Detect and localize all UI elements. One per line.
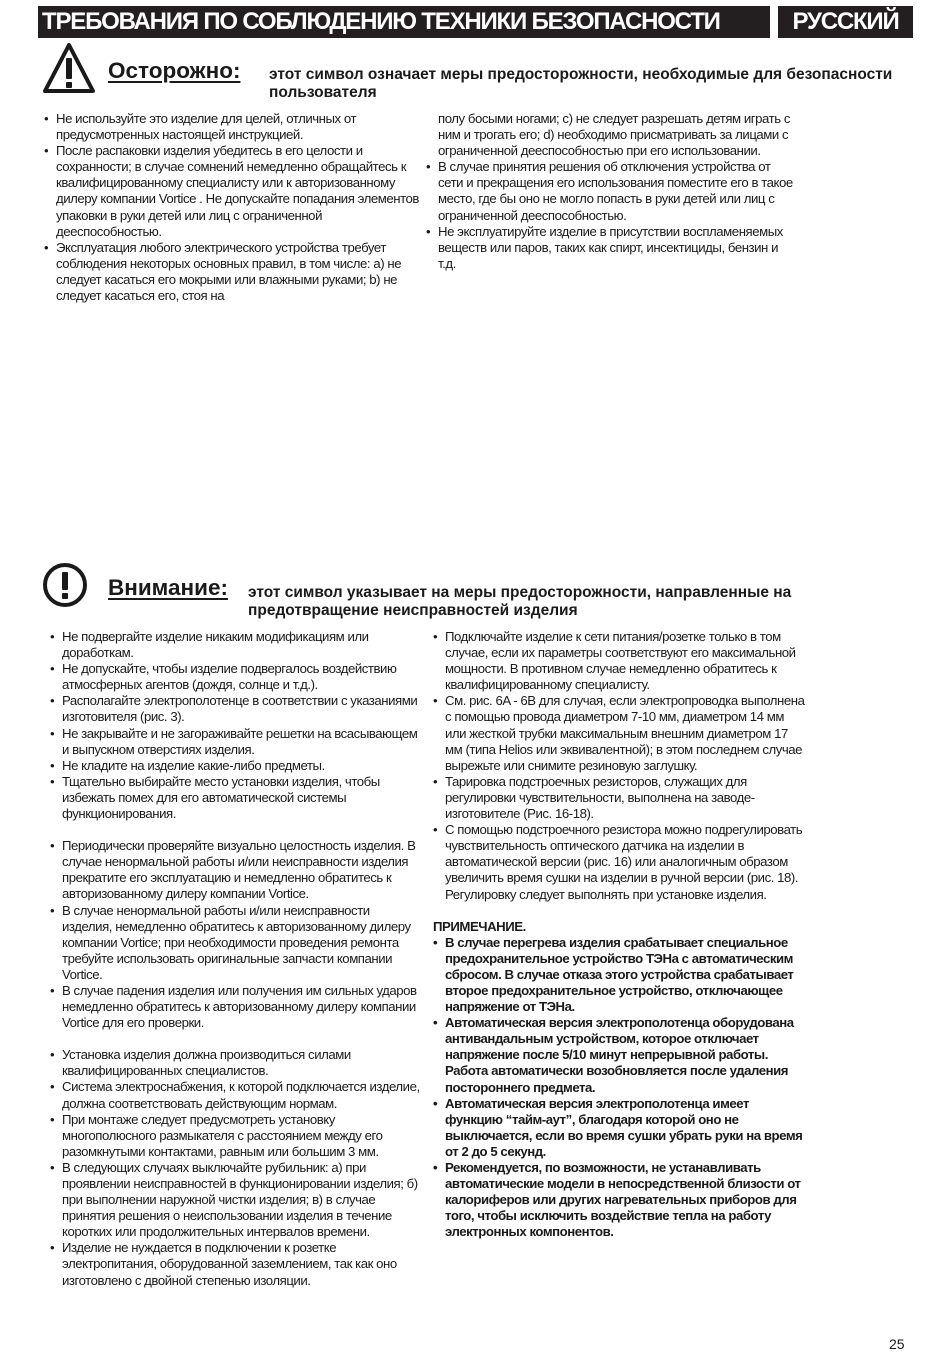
list-item: • Не используйте это изделие для целей, отличных от предусмотренных настоящей инструкцией. [44, 111, 419, 143]
list-item: • После распаковки изделия убедитесь в его целости и сохранности; в случае сомнений немедленно обращайтесь к квалифицированному специалисту или к авторизованному дилеру компании Vortice . Не допускайте попадания элементов упаковки в руки детей или лиц с ограниченной дееспособностью. [44, 143, 419, 240]
list-item: • См. рис. 6A - 6B для случая, если электропроводка выполнена с помощью провода диаметром 7-10 мм, диаметром 14 мм или жесткой трубки максимальным внешним диаметром 17 мм (типа Helios или эквивалентной); в этом последнем случае вырежьте или снимите резиновую заглушку. [433, 693, 808, 773]
list-item: • Эксплуатация любого электрического устройства требует соблюдения некоторых основных правил, в том числе: a) не следует касаться его мокрыми или влажными руками; b) не следует касаться его, стоя на [44, 240, 419, 304]
attention-right-column [433, 629, 808, 1240]
caution-title: Осторожно: [108, 58, 241, 83]
note-item: • В случае перегрева изделия срабатывает специальное предохранительное устройство ТЭНа с автоматическим сбросом. В случае отказа этого устройства срабатывает второе предохранительное устройство, отключающее напряжение от ТЭНа. [433, 935, 808, 1015]
list-item: • В следующих случаях выключайте рубильник: a) при проявлении неисправностей в функционировании изделия; б) при выполнении наружной чистки изделия; в) в случае принятия решения о неиспользовании изделия в течение коротких или продолжительных интервалов времени. [50, 1160, 420, 1240]
attention-title: Внимание: [108, 575, 228, 600]
list-item: • С помощью подстроечного резистора можно подрегулировать чувствительность оптического датчика на изделии в автоматической версии (рис. 16) или аналогичным образом увеличить время сушки на изделии в ручной версии (рис. 18). Регулировку следует выполнять при установке изделия. [433, 822, 808, 902]
list-item: • При монтаже следует предусмотреть установку многополюсного размыкателя с расстоянием между его разомкнутыми контактами, равным или большим 3 мм. [50, 1112, 420, 1160]
attention-description: этот символ указывает на меры предосторожности, направленные на предотвращение неисправностей изделия [248, 584, 792, 619]
page-number: 25 [889, 1336, 905, 1352]
list-item: • Не эксплуатируйте изделие в присутствии воспламеняемых веществ или паров, таких как спирт, инсектициды, бензин и т.д. [426, 224, 796, 272]
list-item: • Не закрывайте и не загораживайте решетки на всасывающем и выпускном отверстиях изделия. [50, 726, 420, 758]
caution-left-column [44, 111, 419, 304]
list-item: • Изделие не нуждается в подключении к розетке электропитания, оборудованной заземлением, так как оно изготовлено с двойной степенью изоляции. [50, 1240, 420, 1288]
list-item: • Тщательно выбирайте место установки изделия, чтобы избежать помех для его автоматической системы функционирования. [50, 774, 420, 822]
list-item: • Система электроснабжения, к которой подключается изделие, должна соответствовать действующим нормам. [50, 1079, 420, 1111]
list-item: • Установка изделия должна производиться силами квалифицированных специалистов. [50, 1047, 420, 1079]
caution-right-column [426, 111, 796, 272]
page-header-title: ТРЕБОВАНИЯ ПО СОБЛЮДЕНИЮ ТЕХНИКИ БЕЗОПАСНОСТИ [38, 6, 770, 38]
list-item: • Периодически проверяйте визуально целостность изделия. В случае ненормальной работы и/или неисправности изделия прекратите его эксплуатацию и немедленно обратитесь к авторизованному дилеру компании Vortice. [50, 838, 420, 902]
list-item: • В случае принятия решения об отключения устройства от сети и прекращения его использования поместите его в такое место, где бы оно не могло попасть в руки детей или лиц с ограниченной дееспособностью. [426, 159, 796, 223]
caution-description: этот символ означает меры предосторожности, необходимые для безопасности пользователя [269, 66, 893, 101]
note-item: • Рекомендуется, по возможности, не устанавливать автоматические модели в непосредственной близости от калориферов или других нагревательных приборов для того, чтобы исключить воздействие тепла на работу электронных компонентов. [433, 1160, 808, 1240]
list-item: • Подключайте изделие к сети питания/розетке только в том случае, если их параметры соответствуют его максимальной мощности. В противном случае немедленно обратитесь к квалифицированному специалисту. [433, 629, 808, 693]
note-label: ПРИМЕЧАНИЕ. [433, 918, 526, 934]
list-item: • В случае падения изделия или получения им сильных ударов немедленно обратитесь к авторизованному дилеру компании Vortice для его проверки. [50, 983, 420, 1031]
list-item: • Располагайте электрополотенце в соответствии с указаниями изготовителя (рис. 3). [50, 693, 420, 725]
list-item: • Не подвергайте изделие никаким модификациям или доработкам. [50, 629, 420, 661]
exclamation-circle-icon [42, 562, 88, 608]
list-item-continuation: полу босыми ногами; c) не следует разрешать детям играть с ним и трогать его; d) необходимо присматривать за лицами с ограниченной дееспособностью при его использовании. [438, 111, 790, 159]
warning-triangle-icon [42, 42, 96, 94]
list-item: • Не допускайте, чтобы изделие подвергалось воздействию атмосферных агентов (дождя, солнце и т.д.). [50, 661, 420, 693]
note-item: • Автоматическая версия электрополотенца имеет функцию “тайм-аут”, благодаря которой оно не выключается, если во время сушки убрать руки на время от 2 до 5 секунд. [433, 1096, 808, 1160]
list-item: • Не кладите на изделие какие-либо предметы. [50, 758, 420, 774]
language-label: РУССКИЙ [778, 6, 913, 38]
list-item: • Тарировка подстроечных резисторов, служащих для регулировки чувствительности, выполнена на заводе-изготовителе (Рис. 16-18). [433, 774, 808, 822]
attention-left-column [50, 629, 420, 1289]
list-item: • В случае ненормальной работы и/или неисправности изделия, немедленно обратитесь к авторизованному дилеру компании Vortice; при необходимости проведения ремонта требуйте использовать оригинальные запчасти компании Vortice. [50, 903, 420, 983]
note-item: • Автоматическая версия электрополотенца оборудована антивандальным устройством, которое отключает напряжение после 5/10 минут непрерывной работы. Работа автоматически возобновляется после удаления постороннего предмета. [433, 1015, 808, 1095]
